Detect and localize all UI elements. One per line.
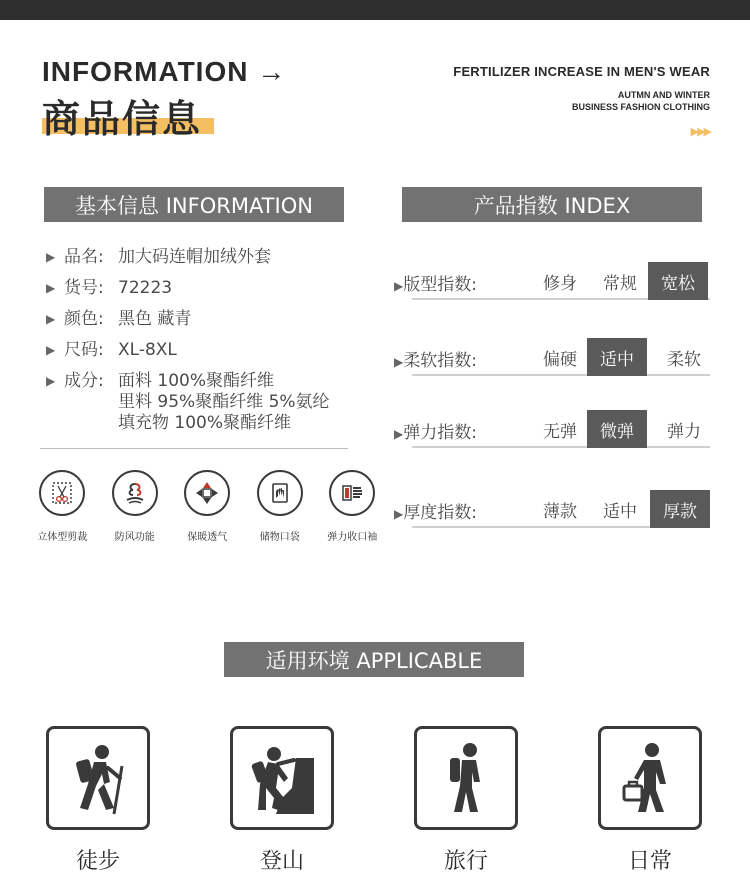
- index-option-selected: 适中: [587, 338, 647, 376]
- information-heading: INFORMATION →: [42, 56, 287, 87]
- pocket-icon: [257, 470, 303, 516]
- applicable-heading: 适用环境 APPLICABLE: [224, 642, 524, 677]
- triple-arrow-icon: ▶▶▶: [690, 126, 710, 138]
- index-option: 常规: [603, 273, 637, 294]
- windproof-icon: [112, 470, 158, 516]
- index-row-fit: ▶版型指数: 修身 常规 宽松: [394, 262, 710, 300]
- tagline-style: BUSINESS FASHION CLOTHING: [571, 102, 710, 112]
- daily-icon: [598, 726, 702, 830]
- info-row-color: ▶ 颜色: 黑色 藏青: [46, 304, 356, 335]
- feature-warm: 保暖透气: [171, 470, 244, 543]
- bullet-icon: ▶: [394, 507, 404, 521]
- index-row-elasticity: ▶弹力指数: 无弹 微弹 弹力: [394, 410, 710, 448]
- applicable-climbing: 登山: [230, 726, 414, 875]
- info-row-sku: ▶ 货号: 72223: [46, 273, 356, 304]
- feature-cuff: 弹力收口袖: [316, 470, 389, 543]
- arrow-right-icon: →: [257, 56, 287, 87]
- tagline-season: AUTMN AND WINTER: [617, 90, 710, 100]
- index-heading: 产品指数 INDEX: [402, 187, 702, 222]
- warm-breathable-icon: [184, 470, 230, 516]
- top-bar: [0, 0, 750, 20]
- basic-info-list: [46, 242, 356, 434]
- index-option: 偏硬: [543, 349, 577, 370]
- bullet-icon: ▶: [46, 250, 56, 264]
- travel-icon: [414, 726, 518, 830]
- feature-cut: 立体型剪裁: [26, 470, 99, 543]
- tagline-main: FERTILIZER INCREASE IN MEN'S WEAR: [453, 64, 710, 79]
- bullet-icon: ▶: [46, 312, 56, 326]
- bullet-icon: ▶: [46, 374, 56, 388]
- bullet-icon: ▶: [46, 343, 56, 357]
- applicable-daily: 日常: [598, 726, 750, 875]
- applicable-hiking: 徒步: [46, 726, 230, 875]
- feature-icons: [26, 470, 389, 543]
- basic-info-heading: 基本信息 INFORMATION: [44, 187, 344, 222]
- bullet-icon: ▶: [394, 427, 404, 441]
- info-row-material: ▶ 成分: 面料 100%聚酯纤维 里料 95%聚酯纤维 5%氨纶 填充物 100%聚酯纤维: [46, 366, 356, 434]
- info-row-size: ▶ 尺码: XL-8XL: [46, 335, 356, 366]
- applicable-list: [46, 726, 750, 875]
- index-option: 弹力: [667, 421, 701, 442]
- hiking-icon: [46, 726, 150, 830]
- index-row-thickness: ▶厚度指数: 薄款 适中 厚款: [394, 490, 710, 528]
- index-row-softness: ▶柔软指数: 偏硬 适中 柔软: [394, 338, 710, 376]
- scissors-icon: [39, 470, 85, 516]
- feature-windproof: 防风功能: [99, 470, 172, 543]
- applicable-travel: 旅行: [414, 726, 598, 875]
- index-option: 适中: [603, 501, 637, 522]
- divider: [40, 448, 348, 449]
- brand-tagline: [453, 64, 710, 138]
- feature-pocket: 储物口袋: [244, 470, 317, 543]
- material-lines: 面料 100%聚酯纤维 里料 95%聚酯纤维 5%氨纶 填充物 100%聚酯纤维: [118, 371, 330, 433]
- index-option-selected: 微弹: [587, 410, 647, 448]
- index-option: 柔软: [667, 349, 701, 370]
- product-info-title: 商品信息: [42, 88, 202, 143]
- index-option: 修身: [543, 273, 577, 294]
- bullet-icon: ▶: [394, 279, 404, 293]
- index-option-selected: 宽松: [648, 262, 708, 300]
- bullet-icon: ▶: [394, 355, 404, 369]
- elastic-cuff-icon: [329, 470, 375, 516]
- index-option: 薄款: [543, 501, 577, 522]
- index-option-selected: 厚款: [650, 490, 710, 528]
- info-row-name: ▶ 品名: 加大码连帽加绒外套: [46, 242, 356, 273]
- climbing-icon: [230, 726, 334, 830]
- bullet-icon: ▶: [46, 281, 56, 295]
- index-option: 无弹: [543, 421, 577, 442]
